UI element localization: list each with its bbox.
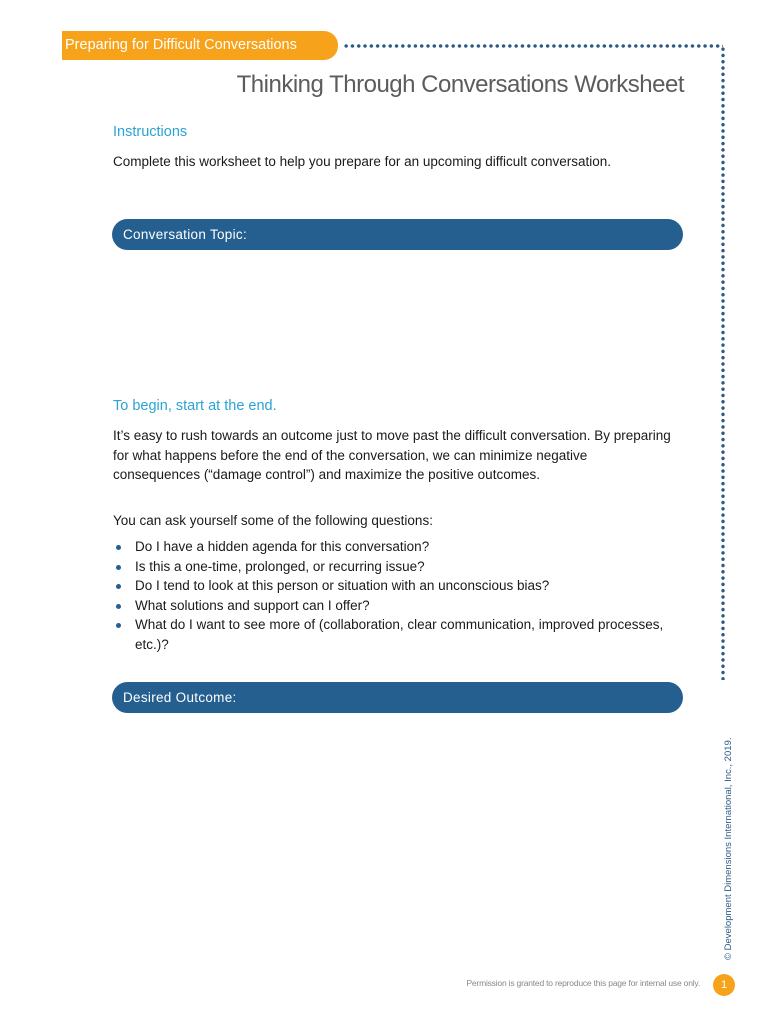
begin-paragraph: It’s easy to rush towards an outcome just to move past the difficult conversation. By preparing for what happens before the end of the conversation, we can minimize negative consequences (“damage control”) and maximize the positive outcomes. xyxy=(113,428,671,482)
list-item xyxy=(113,596,673,616)
list-item xyxy=(113,576,673,596)
bullet-icon xyxy=(116,623,121,628)
list-item xyxy=(113,537,673,557)
question-text: What do I want to see more of (collaboration, clear communication, improved processes, etc.)? xyxy=(135,617,664,652)
bullet-icon xyxy=(116,604,121,609)
question-text: What solutions and support can I offer? xyxy=(135,597,370,613)
questions-intro: You can ask yourself some of the following questions: xyxy=(113,513,433,528)
bullet-icon xyxy=(116,565,121,570)
question-text: Is this a one-time, prolonged, or recurring issue? xyxy=(135,558,425,574)
page-number-badge: 1 xyxy=(713,974,735,996)
page-title: Thinking Through Conversations Worksheet xyxy=(236,71,684,98)
begin-heading: To begin, start at the end. xyxy=(113,398,277,414)
questions-list xyxy=(113,537,673,654)
question-text: Do I tend to look at this person or situation with an unconscious bias? xyxy=(135,578,550,593)
copyright-notice: © Development Dimensions International, Inc., 2019. xyxy=(723,737,734,960)
dotted-border-top xyxy=(343,43,723,49)
desired-outcome-bar: Desired Outcome: xyxy=(112,682,683,713)
instructions-text: Complete this worksheet to help you prepare for an upcoming difficult conversation. xyxy=(113,154,612,169)
question-text: Do I have a hidden agenda for this conversation? xyxy=(135,539,430,554)
bullet-icon xyxy=(116,584,121,589)
instructions-heading: Instructions xyxy=(113,124,188,140)
permission-note: Permission is granted to reproduce this page for internal use only. xyxy=(466,978,700,988)
conversation-topic-bar: Conversation Topic: xyxy=(112,219,683,250)
section-tab: Preparing for Difficult Conversations xyxy=(62,31,338,60)
bullet-icon xyxy=(116,545,121,550)
list-item xyxy=(113,615,673,654)
dotted-border-right xyxy=(720,46,726,680)
list-item xyxy=(113,557,673,577)
